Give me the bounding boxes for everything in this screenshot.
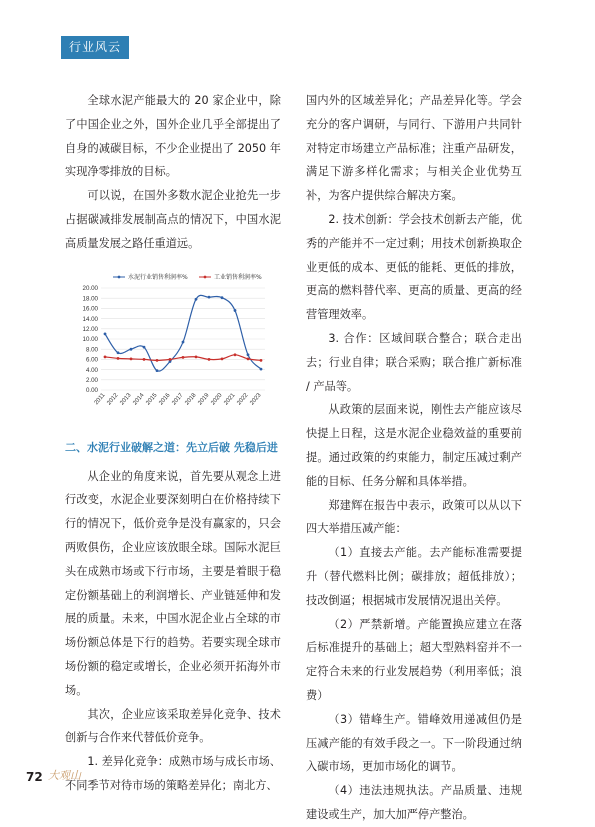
data-point	[117, 351, 120, 354]
paragraph: 可以说，在国外多数水泥企业抢先一步占据碳减排发展制高点的情况下，中国水泥高质量发展之路任重道远。	[65, 189, 281, 250]
x-tick-label: 2014	[132, 392, 146, 407]
data-point	[221, 296, 224, 299]
paragraph: 从企业的角度来说，首先要从观念上进行改变，水泥企业要深刻明白在价格持续下行的情况下，低价竞争是没有赢家的，只会两败俱伤，企业应该放眼全球。国际水泥巨头在成熟市场或下行市场，主要是着眼于稳定份额基础上的利润增长、产业链延伸和发展的质量。未来，中国水泥企业占全球的市场份额总体是下行的趋势。若要实现全球市场份额的稳定或增长，企业必须开拓海外市场。	[65, 469, 281, 697]
paragraph: 国内外的区域差异化；产品差异化等。学会充分的客户调研，与同行、下游用户共同针对特定市场建立产品标准；注重产品研发，满足下游多样化需求；与相关企业优势互补，为客户提供综合解决方案。	[306, 94, 522, 203]
paragraph: 2. 技术创新：学会技术创新去产能，优秀的产能并不一定过剩；用技术创新换取企业更低的成本、更低的能耗、更低的排放，更高的燃料替代率、更高的质量、更高的经营管理效率。	[306, 212, 522, 322]
legend-marker	[204, 275, 207, 278]
paragraph: （4）违法违规执法。产品质量、违规建设或生产，加大加严停产整治。	[306, 784, 522, 821]
data-point	[156, 369, 159, 372]
paragraph: 其次，企业应该采取差异化竞争、技术创新与合作来代替低价竞争。	[65, 707, 281, 745]
x-tick-label: 2017	[171, 392, 185, 407]
data-point	[260, 359, 263, 362]
section-tag: 行业风云	[61, 36, 129, 59]
legend-label: 水泥行业销售利润率%	[128, 273, 188, 281]
data-point	[169, 358, 172, 361]
data-point	[195, 355, 198, 358]
data-point	[143, 345, 146, 348]
x-tick-label: 2021	[223, 392, 237, 407]
data-point	[143, 358, 146, 361]
x-tick-label: 2011	[93, 392, 107, 406]
left-column	[65, 89, 281, 798]
data-point	[221, 357, 224, 360]
data-point	[234, 309, 237, 312]
data-point	[260, 367, 263, 370]
paragraph: 全球水泥产能最大的 20 家企业中，除了中国企业之外，国外企业几乎全部提出了自身的减碳目标，不少企业提出了 2050 年实现净零排放的目标。	[65, 94, 281, 179]
x-tick-label: 2023	[249, 392, 263, 407]
paragraph: （2）严禁新增。产能置换应建立在落后标准提升的基础上；超大型熟料窑并不一定符合未来的行业发展趋势（利用率低；浪费）	[306, 617, 522, 702]
paragraph: （1）直接去产能。去产能标准需要提升（替代燃料比例；碳排放；超低排放）；技改倒逼；根据城市发展情况退出关停。	[306, 546, 522, 607]
data-point	[130, 357, 133, 360]
section-heading: 二、水泥行业破解之道：先立后破 先稳后进	[65, 440, 278, 454]
data-point	[195, 297, 198, 300]
paragraph: 郑建辉在报告中表示，政策可以从以下四大举措压减产能：	[306, 498, 522, 536]
y-tick-label: 14.00	[82, 315, 98, 323]
y-tick-label: 6.00	[85, 356, 98, 364]
data-point	[117, 357, 120, 360]
profit-rate-chart	[65, 268, 281, 428]
y-tick-label: 4.00	[85, 366, 98, 374]
data-point	[182, 340, 185, 343]
data-point	[208, 358, 211, 361]
paragraph: （3）错峰生产。错峰效用递减但仍是压减产能的有效手段之一。下一阶段通过纳入碳市场，更加市场化的调节。	[306, 712, 522, 774]
data-point	[130, 347, 133, 350]
y-tick-label: 16.00	[82, 305, 98, 313]
y-tick-label: 18.00	[82, 294, 98, 302]
paragraph: 3. 合作：区域间联合整合；联合走出去；行业自律；联合采购；联合推广新标准 / 产品等。	[306, 331, 522, 393]
data-point	[104, 332, 107, 335]
paragraph: 1. 差异化竞争：成熟市场与成长市场、不同季节对待市场的策略差异化；南北方、	[65, 755, 281, 792]
data-point	[208, 295, 211, 298]
legend-marker	[118, 275, 121, 278]
data-point	[104, 355, 107, 358]
x-tick-label: 2022	[236, 392, 250, 407]
right-column	[306, 89, 522, 827]
y-tick-label: 8.00	[85, 345, 98, 353]
y-tick-label: 2.00	[85, 376, 98, 384]
data-point	[234, 353, 237, 356]
magazine-logo: 大观山	[48, 769, 81, 782]
x-tick-label: 2020	[210, 392, 224, 407]
data-point	[182, 356, 185, 359]
x-tick-label: 2015	[145, 392, 159, 407]
x-tick-label: 2019	[197, 392, 211, 407]
x-tick-label: 2018	[184, 392, 198, 407]
y-tick-label: 0.00	[85, 386, 98, 394]
x-tick-label: 2012	[106, 392, 120, 407]
data-point	[156, 359, 159, 362]
y-tick-label: 12.00	[82, 325, 98, 333]
data-point	[247, 357, 250, 360]
data-point	[247, 353, 250, 356]
x-tick-label: 2013	[119, 392, 133, 407]
legend-label: 工业销售利润率%	[214, 273, 262, 281]
y-tick-label: 20.00	[82, 284, 98, 292]
series-line	[105, 295, 261, 371]
x-tick-label: 2016	[158, 392, 172, 407]
paragraph: 从政策的层面来说，刚性去产能应该尽快提上日程，这是水泥企业稳效益的重要前提。通过政策的约束能力，制定压减过剩产能的目标、任务分解和具体举措。	[306, 403, 522, 488]
page-number: 72	[26, 770, 43, 784]
y-tick-label: 10.00	[82, 335, 98, 343]
